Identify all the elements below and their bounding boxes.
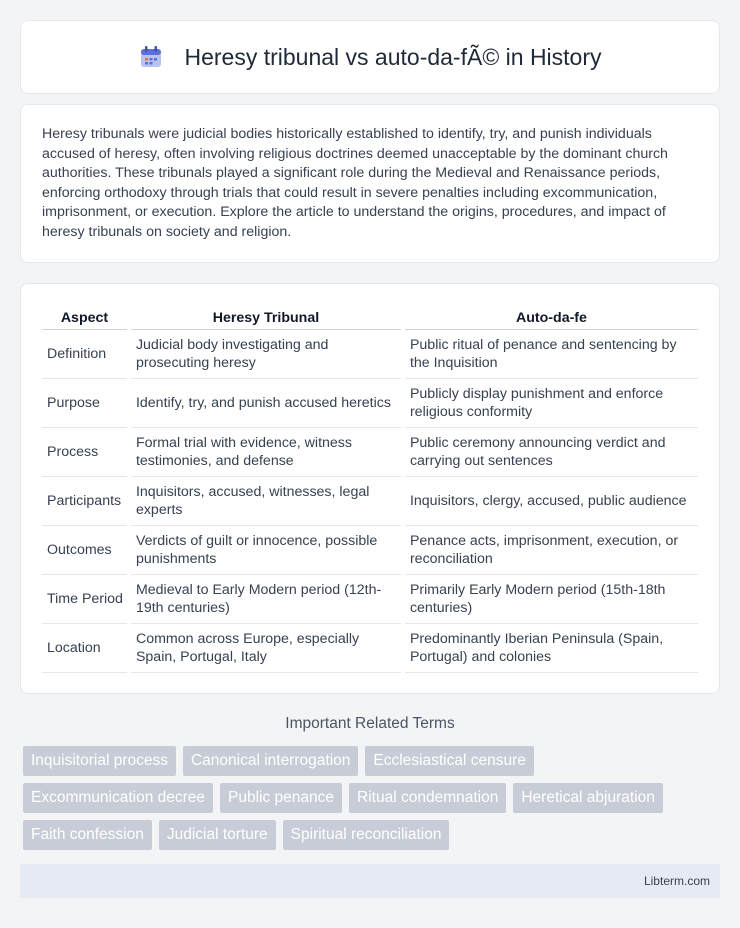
table-cell: Medieval to Early Modern period (12th-19th centuries) [131,575,401,624]
table-cell: Outcomes [42,526,127,575]
table-row [42,575,698,624]
table-row [42,330,698,379]
table-row [42,428,698,477]
table-cell: Purpose [42,379,127,428]
related-term-tag[interactable]: Inquisitorial process [23,746,176,776]
footer [20,864,720,898]
related-terms-title: Important Related Terms [285,715,455,732]
table-cell: Public ceremony announcing verdict and carrying out sentences [405,428,698,477]
table-cell: Inquisitors, accused, witnesses, legal experts [131,477,401,526]
table-cell: Formal trial with evidence, witness testimonies, and defense [131,428,401,477]
table-row [42,379,698,428]
table-cell: Inquisitors, clergy, accused, public audience [405,477,698,526]
intro-card [20,104,720,263]
table-cell: Predominantly Iberian Peninsula (Spain, Portugal) and colonies [405,624,698,673]
table-cell: Location [42,624,127,673]
table-cell: Common across Europe, especially Spain, Portugal, Italy [131,624,401,673]
related-term-tag[interactable]: Public penance [220,783,342,813]
comparison-table [38,306,702,673]
related-term-tag[interactable]: Canonical interrogation [183,746,358,776]
table-cell: Time Period [42,575,127,624]
intro-text: Heresy tribunals were judicial bodies historically established to identify, try, and punish individuals accused of heresy, often involving religious doctrines deemed unacceptable by the dominant church authorities. These tribunals played a significant role during the Medieval and Renaissance periods, enforcing orthodoxy through trials that could result in severe penalties including excommunication, imprisonment, or execution. Explore the article to understand the origins, procedures, and impact of heresy tribunals on society and religion. [42,126,668,240]
related-term-tag[interactable]: Excommunication decree [23,783,213,813]
table-cell: Judicial body investigating and prosecuting heresy [131,330,401,379]
page-title: Heresy tribunal vs auto-da-fÃ© in History [184,43,602,70]
column-header-auto-da-fe: Auto-da-fe [405,306,698,330]
table-row [42,477,698,526]
calendar-icon [138,44,164,70]
related-terms-tags [23,746,723,850]
table-row [42,624,698,673]
comparison-table-card [20,283,720,694]
related-term-tag[interactable]: Ecclesiastical censure [365,746,533,776]
related-term-tag[interactable]: Heretical abjuration [513,783,663,813]
table-cell: Primarily Early Modern period (15th-18th centuries) [405,575,698,624]
table-cell: Penance acts, imprisonment, execution, or reconciliation [405,526,698,575]
column-header-heresy-tribunal: Heresy Tribunal [131,306,401,330]
footer-site-link[interactable]: Libterm.com [643,874,710,888]
table-cell: Process [42,428,127,477]
table-cell: Public ritual of penance and sentencing by the Inquisition [405,330,698,379]
related-term-tag[interactable]: Judicial torture [159,820,276,850]
table-cell: Identify, try, and punish accused heretics [131,379,401,428]
header-card [20,20,720,94]
related-term-tag[interactable]: Ritual condemnation [349,783,506,813]
column-header-aspect: Aspect [42,306,127,330]
table-row [42,526,698,575]
table-cell: Publicly display punishment and enforce religious conformity [405,379,698,428]
table-header-row [42,306,698,330]
related-term-tag[interactable]: Faith confession [23,820,152,850]
table-cell: Verdicts of guilt or innocence, possible punishments [131,526,401,575]
table-cell: Participants [42,477,127,526]
table-cell: Definition [42,330,127,379]
related-term-tag[interactable]: Spiritual reconciliation [283,820,450,850]
